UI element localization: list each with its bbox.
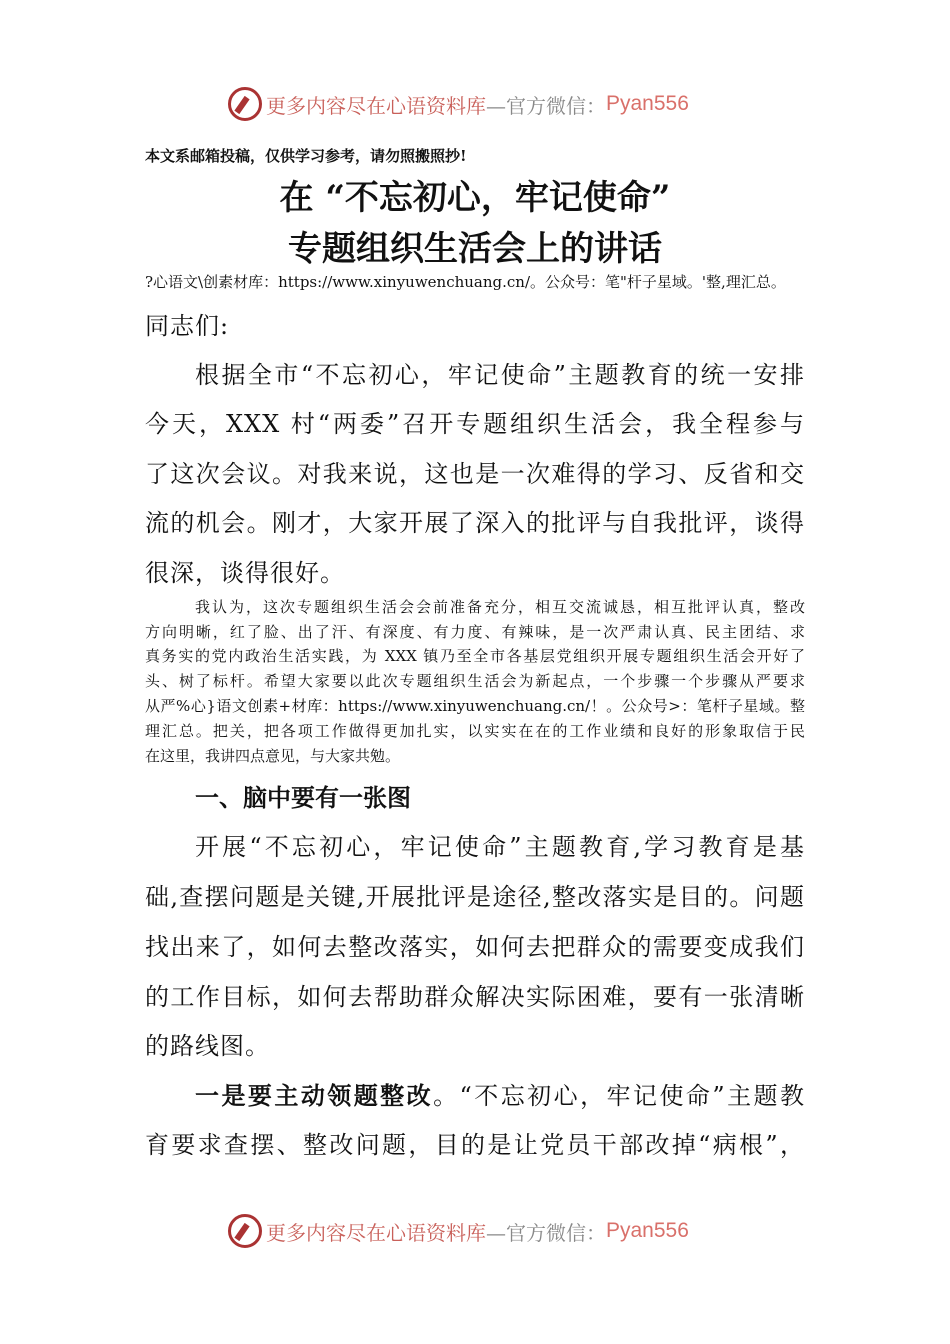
paragraph-line: 很深，谈得很好。	[145, 559, 345, 587]
pen-logo-icon	[228, 1214, 262, 1248]
paragraph-line: 的路线图。	[145, 1032, 270, 1060]
pen-logo-icon	[228, 87, 262, 121]
paragraph-line: 找出来了，如何去整改落实，如何去把群众的需要变成我们	[145, 933, 805, 961]
paragraph-line: 了这次会议。对我来说，这也是一次难得的学习、反省和交	[145, 460, 805, 488]
paragraph-line: 从严%心}语文创素+材库：https://www.xinyuwenchuang.cn/！。公众号>：笔杆子星域。整	[145, 697, 805, 715]
paragraph-line: 我认为，这次专题组织生活会会前准备充分，相互交流诚恳，相互批评认真，整改	[195, 598, 805, 616]
salutation: 同志们:	[145, 312, 230, 340]
paragraph-line: 开展“不忘初心，牢记使命”主题教育,学习教育是基	[195, 833, 805, 861]
bold-lead: 一是要主动领题整改	[195, 1081, 434, 1110]
title-line-2: 专题组织生活会上的讲话	[288, 229, 662, 269]
paragraph-line: 方向明晰，红了脸、出了汗、有深度、有力度、有辣味，是一次严肃认真、民主团结、求	[145, 623, 805, 641]
paragraph-line: 流的机会。刚才，大家开展了深入的批评与自我批评，谈得	[145, 509, 805, 537]
section-heading: 一、脑中要有一张图	[195, 784, 411, 812]
paragraph-line: 理汇总。把关，把各项工作做得更加扎实，以实实在在的工作业绩和良好的形象取信于民	[145, 722, 805, 740]
watermark-text: —官方微信：	[486, 93, 606, 118]
watermark-footer	[228, 1213, 689, 1249]
paragraph-line: 头、树了标杆。希望大家要以此次专题组织生活会为新起点，一个步骤一个步骤从严要求	[145, 672, 805, 690]
notice: 本文系邮箱投稿，仅供学习参考，请勿照搬照抄!	[145, 147, 467, 165]
paragraph-line: 在这里，我讲四点意见，与大家共勉。	[145, 747, 401, 765]
paragraph-line: 根据全市“不忘初心，牢记使命”主题教育的统一安排	[195, 361, 805, 389]
watermark-text: 更多内容尽在心语资料库	[266, 1220, 486, 1245]
watermark-id: Pyan556	[606, 1219, 689, 1242]
paragraph-line: 础,查摆问题是关键,开展批评是途径,整改落实是目的。问题	[145, 883, 805, 911]
paragraph-line: 育要求查摆、整改问题，目的是让党员干部改掉“病根”，	[145, 1131, 805, 1159]
watermark-header	[228, 86, 689, 122]
watermark-id: Pyan556	[606, 92, 689, 115]
paragraph-line: 的工作目标，如何去帮助群众解决实际困难，要有一张清晰	[145, 983, 805, 1011]
watermark-text: 更多内容尽在心语资料库	[266, 93, 486, 118]
paragraph-line: 真务实的党内政治生活实践，为 XXX 镇乃至全市各基层党组织开展专题组织生活会开好了	[145, 647, 805, 665]
title-line-1: 在 “不忘初心，牢记使命”	[279, 178, 671, 218]
paragraph-line	[195, 1076, 805, 1111]
source-line: ?心语文\创素材库：https://www.xinyuwenchuang.cn/。公众号：笔"杆子星域。'整,理汇总。	[145, 273, 786, 291]
paragraph-text: 。“不忘初心，牢记使命”主题教	[433, 1082, 805, 1110]
paragraph-line: 今天，XXX 村“两委”召开专题组织生活会，我全程参与	[145, 410, 805, 438]
watermark-text: —官方微信：	[486, 1220, 606, 1245]
